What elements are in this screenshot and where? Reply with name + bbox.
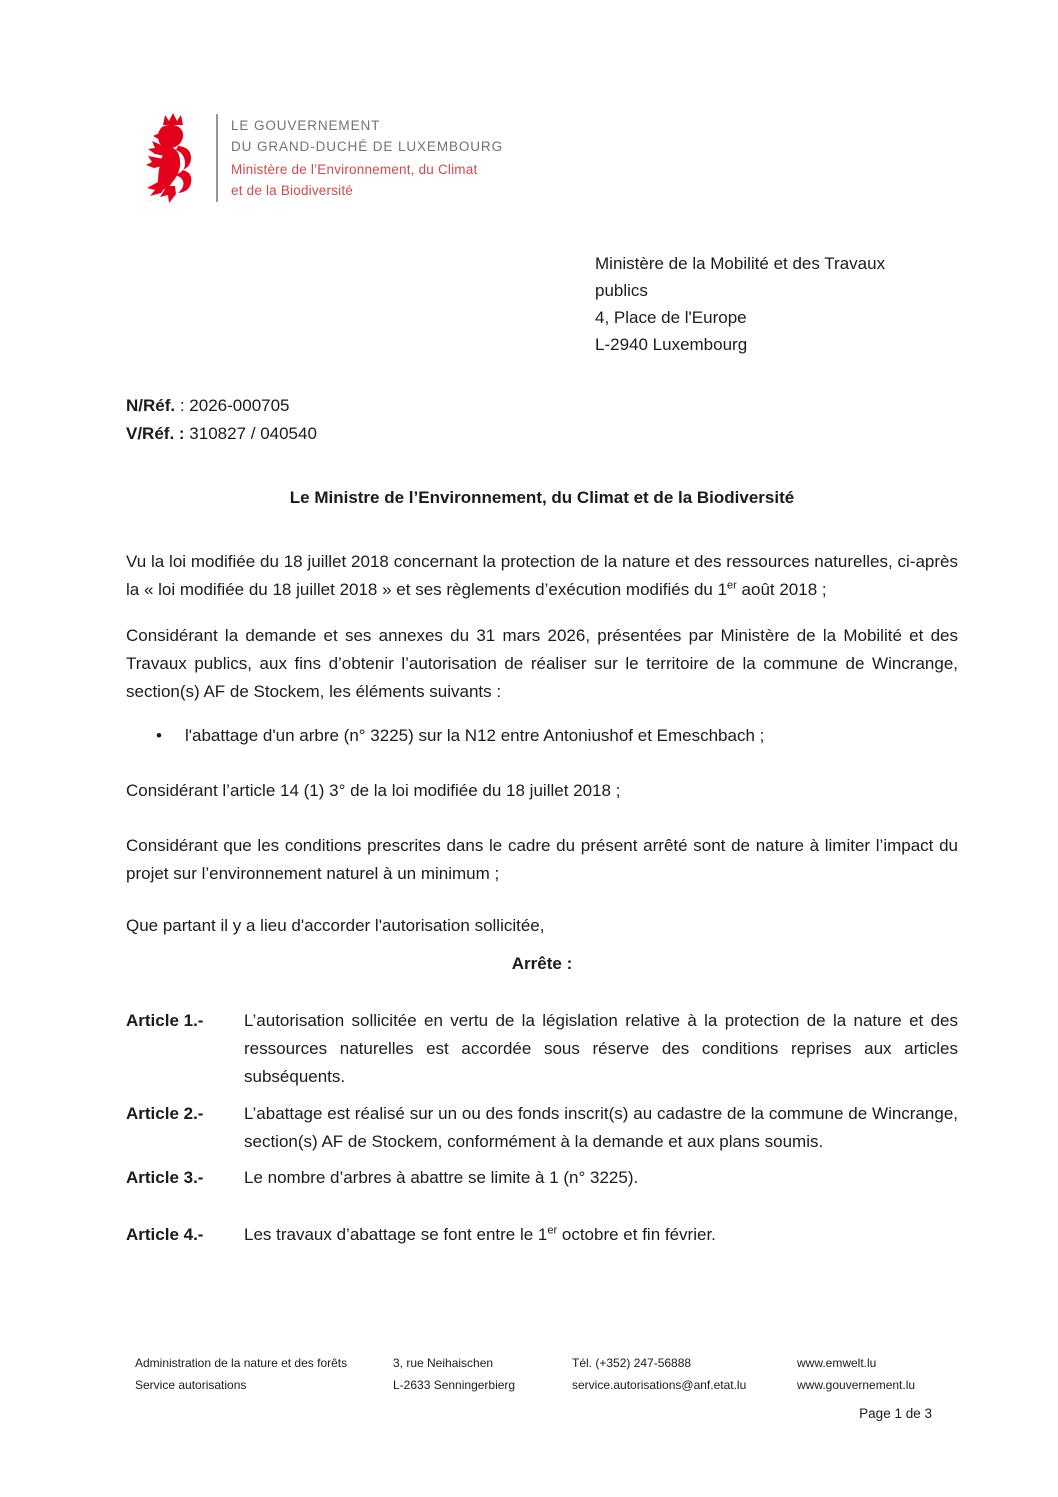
luxembourg-lion-icon (140, 112, 204, 204)
footer-address-line1: 3, rue Neihaischen (393, 1356, 494, 1370)
footer-websites (797, 1352, 915, 1396)
article-1-text: L’autorisation sollicitée en vertu de la législation relative à la protection de la nature et des ressources naturelles est accordée sous réserve des conditions reprises aux articles subséquents. (244, 1011, 958, 1086)
article-4 (126, 1221, 958, 1249)
your-reference-label: V/Réf. : (126, 424, 185, 443)
article-4-text-post: octobre et fin février. (557, 1225, 716, 1244)
paragraph-vu-la-loi (126, 548, 958, 604)
footer-contact (572, 1352, 746, 1396)
logo-government-line1: LE GOUVERNEMENT (231, 118, 381, 133)
footer-administration-line1: Administration de la nature et des forêts (135, 1356, 348, 1370)
logo-ministry-line1: Ministère de l’Environnement, du Climat (231, 162, 478, 177)
your-reference (126, 420, 317, 448)
our-reference-value: : 2026-000705 (179, 396, 290, 415)
arrete-heading: Arrête : (511, 954, 573, 973)
article-4-text (244, 1221, 958, 1249)
footer-email: service.autorisations@anf.etat.lu (572, 1378, 747, 1392)
logo-government-line2: DU GRAND-DUCHÉ DE LUXEMBOURG (231, 139, 503, 154)
footer-website-gouvernement: www.gouvernement.lu (797, 1378, 916, 1392)
article-3-label: Article 3.- (126, 1168, 204, 1187)
logo-ministry-line2: et de la Biodiversité (231, 183, 354, 198)
logo-text (231, 115, 503, 201)
your-reference-value: 310827 / 040540 (189, 424, 317, 443)
logo-divider (216, 114, 218, 202)
our-reference-label: N/Réf. (126, 396, 176, 415)
superscript-er-article4: er (547, 1224, 558, 1237)
our-reference (126, 392, 317, 420)
article-2 (126, 1100, 958, 1156)
recipient-line-2: publics (595, 281, 648, 300)
paragraph-considerant-conditions: Considérant que les conditions prescrites dans le cadre du présent arrêté sont de nature à limiter l’impact du projet sur l’environnement naturel à un minimum ; (126, 836, 958, 883)
recipient-line-3: 4, Place de l'Europe (595, 308, 747, 327)
footer-administration (135, 1352, 347, 1396)
bullet-item-text: l'abattage d'un arbre (n° 3225) sur la N12 entre Antoniushof et Emeschbach ; (185, 726, 765, 745)
article-4-text-pre: Les travaux d’abattage se font entre le 1 (244, 1225, 548, 1244)
article-2-text: L’abattage est réalisé sur un ou des fonds inscrit(s) au cadastre de la commune de Wincrange, section(s) AF de Stockem, conformément à la demande et aux plans soumis. (244, 1104, 958, 1151)
page-number: Page 1 de 3 (859, 1406, 932, 1421)
reference-block (126, 392, 317, 448)
footer-administration-line2: Service autorisations (135, 1378, 247, 1392)
paragraph-vu-la-loi-end: août 2018 ; (736, 580, 827, 599)
footer-address-line2: L-2633 Senningerbierg (393, 1378, 516, 1392)
article-1-label: Article 1.- (126, 1011, 204, 1030)
bullet-item (126, 722, 958, 750)
government-logo (140, 112, 503, 204)
letter-title: Le Ministre de l’Environnement, du Climat et de la Biodiversité (289, 488, 795, 507)
recipient-line-1: Ministère de la Mobilité et des Travaux (595, 254, 886, 273)
superscript-er: er (727, 579, 737, 592)
footer-website-emwelt: www.emwelt.lu (797, 1356, 877, 1370)
article-2-label: Article 2.- (126, 1104, 204, 1123)
article-3-text: Le nombre d’arbres à abattre se limite à 1 (n° 3225). (244, 1168, 639, 1187)
footer-address (393, 1352, 515, 1396)
paragraph-vu-la-loi-text: Vu la loi modifiée du 18 juillet 2018 concernant la protection de la nature et des ressources naturelles, ci-après la « loi modifiée du 18 juillet 2018 » et ses règlements d’exécution modifiés du 1 (126, 552, 958, 599)
article-3 (126, 1164, 958, 1192)
footer-phone: Tél. (+352) 247-56888 (572, 1356, 692, 1370)
article-1 (126, 1007, 958, 1091)
article-4-label: Article 4.- (126, 1225, 204, 1244)
paragraph-considerant-article14: Considérant l’article 14 (1) 3° de la loi modifiée du 18 juillet 2018 ; (126, 781, 621, 800)
paragraph-considerant-demande: Considérant la demande et ses annexes du 31 mars 2026, présentées par Ministère de la Mobilité et des Travaux publics, aux fins d’obtenir l’autorisation de réaliser sur le territoire de la commune de Wincrange, section(s) AF de Stockem, les éléments suivants : (126, 626, 958, 701)
bullet-icon: • (156, 726, 162, 745)
paragraph-que-partant: Que partant il y a lieu d'accorder l'autorisation sollicitée, (126, 916, 545, 935)
letter-body (126, 484, 958, 1249)
recipient-address (595, 250, 885, 358)
recipient-line-4: L-2940 Luxembourg (595, 335, 748, 354)
